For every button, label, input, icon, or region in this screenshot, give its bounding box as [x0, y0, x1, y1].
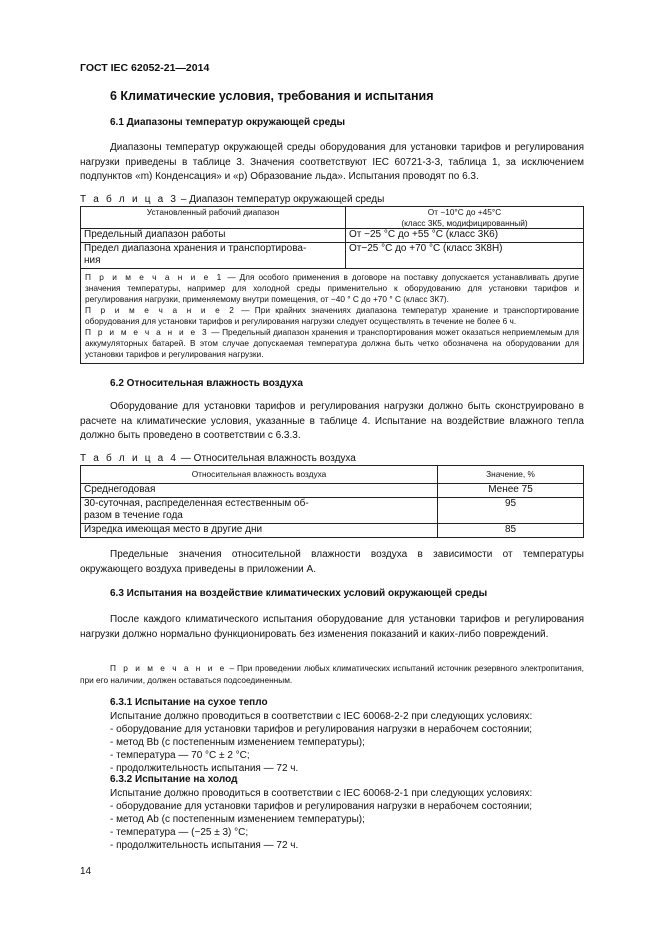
- list-item: Испытание должно проводиться в соответствии с IEC 60068-2-2 при следующих условиях:: [110, 711, 533, 722]
- document-header: ГОСТ IEC 62052-21—2014: [80, 62, 210, 74]
- table-4-row3-value: 85: [438, 524, 584, 538]
- table-3-row2-label-line2: ния: [84, 255, 101, 266]
- section-6-3-1-conditions: [110, 710, 590, 775]
- list-item: Испытание должно проводиться в соответствии с IEC 60068-2-1 при следующих условиях:: [110, 788, 533, 799]
- table-4-header-value: Значение, %: [438, 466, 584, 484]
- section-6-3-text: После каждого климатического испытания оборудование для установки тарифов и регулирования нагрузки должно нормально функционировать без изменения показаний и каких-либо повреждений.: [80, 614, 584, 640]
- table-3-note-2: [85, 305, 579, 327]
- table-4-row2-label: [81, 498, 438, 524]
- list-item: - продолжительность испытания — 72 ч.: [110, 840, 299, 851]
- section-6-1-title: 6.1 Диапазоны температур окружающей среды: [110, 117, 346, 128]
- table-3-row1-value: От −25 °С до +55 °С (класс 3К6): [346, 229, 584, 243]
- list-item: - метод Ab (с постепенным изменением температуры);: [110, 814, 365, 825]
- note-3-label: П р и м е ч а н и е 3: [85, 327, 209, 337]
- list-item: - продолжительность испытания — 72 ч.: [110, 763, 299, 774]
- note-2-label: П р и м е ч а н и е 2: [85, 305, 237, 315]
- table-3-note-3: [85, 327, 579, 360]
- table-4-row2-value: 95: [438, 498, 584, 524]
- table-3-row2-label: [81, 243, 346, 269]
- section-6-1-text: Диапазоны температур окружающей среды оборудования для установки тарифов и регулирования нагрузки приведены в таблице 3. Значения соответствуют IEC 60721-3-3, таблица 1, за исключением подпунктов «m) Конденсация» и «p) Образование льда». Испытания проводят по 6.3.: [80, 142, 584, 182]
- note-3-text: — Предельный диапазон хранения и транспортирования может оказаться неприемлемым для аккумуляторных батарей. В этом случае допускаемая температура должна быть четко обозначена на оборудовании для установки тарифов и регулирования нагрузки.: [85, 327, 580, 359]
- note-1-text: — Для особого применения в договоре на поставку допускается устанавливать другие значения температуры, например для холодной среды применительно к оборудованию для установки тарифов и регулирования нагрузки, применяемому внутри помещения, от −40 ° С до +70 ° С (класс 3К7).: [85, 272, 579, 304]
- list-item: - оборудование для установки тарифов и регулирования нагрузки в нерабочем состоянии;: [110, 801, 533, 812]
- table-3-row2-label-line1: Предел диапазона хранения и транспортирова-: [84, 243, 307, 254]
- table-3-header-range: Установленный рабочий диапазон: [81, 207, 346, 229]
- table-3-caption-prefix: Т а б л и ц а 3: [80, 194, 179, 205]
- table-4-row1-label: Среднегодовая: [81, 484, 438, 498]
- section-6-2-text: Оборудование для установки тарифов и регулирования нагрузки должно быть сконструировано в расчете на климатические условия, указанные в таблице 4. Испытание на воздействие влажного тепла должно быть проведено в соответствии с 6.3.3.: [80, 401, 584, 441]
- table-4-caption-rest: — Относительная влажность воздуха: [178, 453, 356, 464]
- note-1-label: П р и м е ч а н и е 1: [85, 272, 224, 282]
- section-6-3-note-label: П р и м е ч а н и е: [110, 663, 227, 673]
- table-3-notes: [81, 269, 584, 364]
- section-6-3-note-text: – При проведении любых климатических испытаний источник резервного электропитания, при его наличии, должен оставаться подсоединенным.: [80, 663, 584, 685]
- section-6-3-title: 6.3 Испытания на воздействие климатических условий окружающей среды: [110, 588, 488, 599]
- section-6-2-after-text: Предельные значения относительной влажности воздуха в зависимости от температуры окружающего воздуха приведены в приложении А.: [80, 549, 584, 575]
- section-6-3-note: [80, 663, 584, 686]
- list-item: - оборудование для установки тарифов и регулирования нагрузки в нерабочем состоянии;: [110, 724, 533, 735]
- table-3-note-1: [85, 272, 579, 305]
- table-4-header-humidity: Относительная влажность воздуха: [81, 466, 438, 484]
- table-3-row2-value: От−25 °С до +70 °С (класс 3К8Н): [346, 243, 584, 269]
- table-3-caption-rest: – Диапазон температур окружающей среды: [178, 194, 385, 205]
- table-4-caption: [80, 453, 356, 464]
- section-6-3-1-title: 6.3.1 Испытание на сухое тепло: [110, 697, 268, 708]
- note-2-text: — При крайних значениях диапазона температур хранение и транспортирование оборудования для установки тарифов и регулирования нагрузки следует осуществлять в течение не более 6 ч.: [85, 305, 580, 326]
- table-3-row1-label: Предельный диапазон работы: [81, 229, 346, 243]
- list-item: - метод Bb (с постепенным изменением температуры);: [110, 737, 365, 748]
- table-3: [80, 206, 584, 364]
- page-number: 14: [80, 866, 92, 877]
- table-3-header-value-line1: От −10°С до +45°С: [427, 207, 502, 217]
- table-3-header-value: [346, 207, 584, 229]
- table-4-row2-label-line2: разом в течение года: [84, 510, 183, 521]
- table-4-caption-prefix: Т а б л и ц а 4: [80, 453, 179, 464]
- table-4-row3-label: Изредка имеющая место в другие дни: [81, 524, 438, 538]
- table-4: [80, 465, 584, 538]
- section-6-title: 6 Климатические условия, требования и испытания: [110, 89, 434, 103]
- list-item: - температура — 70 °С ± 2 °С;: [110, 750, 250, 761]
- section-6-3-2-title: 6.3.2 Испытание на холод: [110, 774, 238, 785]
- table-4-row2-label-line1: 30-суточная, распределенная естественным об-: [84, 498, 309, 509]
- table-4-row1-value: Менее 75: [438, 484, 584, 498]
- list-item: - температура — (−25 ± 3) °С;: [110, 827, 249, 838]
- section-6-3-2-conditions: [110, 787, 590, 852]
- table-3-header-value-line2: (класс 3К5, модифицированный): [401, 217, 528, 228]
- section-6-2-title: 6.2 Относительная влажность воздуха: [110, 378, 303, 389]
- table-3-caption: [80, 194, 384, 205]
